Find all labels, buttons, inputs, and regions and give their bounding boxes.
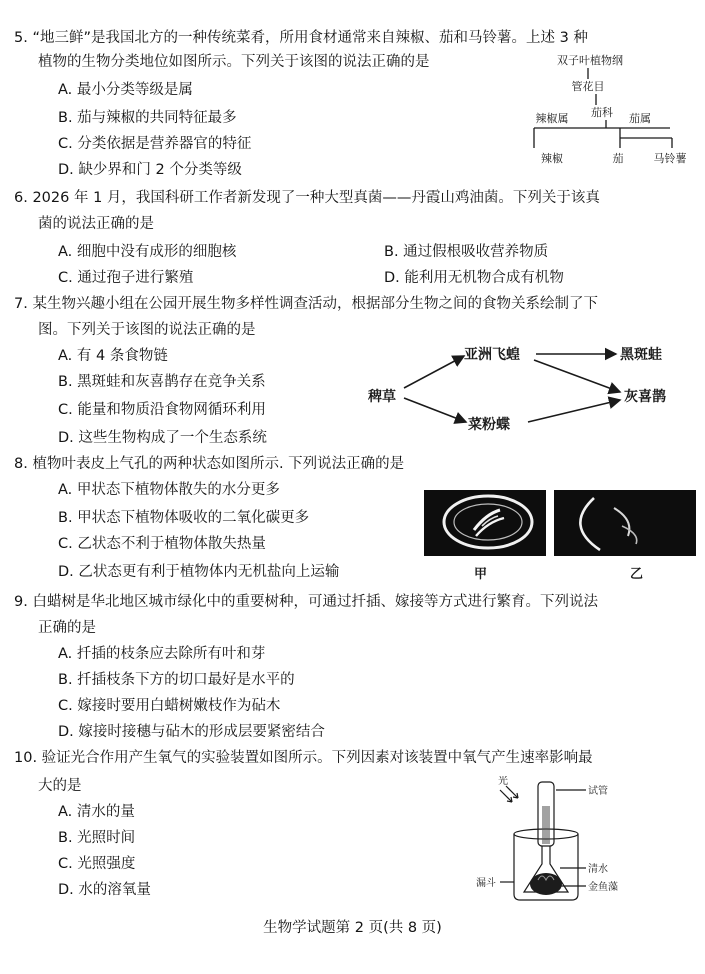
node-locust: 亚洲飞蝗 (464, 347, 520, 363)
node-barnyard-grass: 稗草 (368, 389, 396, 405)
option-a[interactable]: A. 扦插的枝条应去除所有叶和芽 (58, 646, 266, 662)
label-hornwort: 金鱼藻 (588, 882, 618, 893)
option-a[interactable]: A. 最小分类等级是属 (58, 82, 193, 98)
stomata-closed-photo (554, 490, 696, 556)
option-d[interactable]: D. 这些生物构成了一个生态系统 (58, 430, 267, 446)
option-c[interactable]: C. 嫁接时要用白蜡树嫩枝作为砧木 (58, 698, 281, 714)
genus-label-capsicum: 辣椒属 (535, 112, 569, 125)
species-label-eggplant: 茄 (612, 152, 624, 165)
photosynthesis-apparatus-diagram (476, 776, 626, 904)
option-c[interactable]: C. 乙状态不利于植物体散失热量 (58, 536, 266, 552)
stomata-figure (424, 490, 696, 586)
genus-label-solanum: 茄属 (629, 112, 651, 125)
hornwort-plant (530, 873, 562, 895)
question-stem: 正确的是 (38, 620, 96, 636)
question-stem: 6. 2026 年 1 月，我国科研工作者新发现了一种大型真菌——丹霞山鸡油菌。下列关于该真 (14, 190, 600, 206)
option-b[interactable]: B. 黑斑蛙和灰喜鹊存在竞争关系 (58, 374, 266, 390)
option-b[interactable]: B. 通过假根吸收营养物质 (384, 244, 549, 260)
classification-tree-diagram (522, 52, 700, 176)
species-label-pepper: 辣椒 (541, 152, 563, 165)
food-web-diagram (368, 344, 694, 434)
option-d[interactable]: D. 能利用无机物合成有机物 (384, 270, 564, 286)
option-a[interactable]: A. 有 4 条食物链 (58, 348, 168, 364)
order-label: 管花目 (571, 80, 605, 93)
question-stem: 10. 验证光合作用产生氧气的实验装置如图所示。下列因素对该装置中氧气产生速率影响最 (14, 750, 593, 766)
family-label: 茄科 (591, 106, 613, 119)
option-b[interactable]: B. 光照时间 (58, 830, 136, 846)
light-arrow (506, 786, 518, 798)
label-yi: 乙 (630, 567, 644, 582)
question-stem: 5. “地三鲜”是我国北方的一种传统菜肴，所用食材通常来自辣椒、茄和马铃薯。上述 3 种 (14, 30, 588, 46)
option-d[interactable]: D. 嫁接时接穗与砧木的形成层要紧密结合 (58, 724, 325, 740)
question-stem: 菌的说法正确的是 (38, 216, 154, 232)
question-stem: 大的是 (38, 778, 82, 794)
option-a[interactable]: A. 细胞中没有成形的细胞核 (58, 244, 237, 260)
node-frog: 黑斑蛙 (620, 347, 662, 363)
option-a[interactable]: A. 甲状态下植物体散失的水分更多 (58, 482, 280, 498)
label-water: 清水 (588, 864, 608, 875)
species-label-potato: 马铃薯 (653, 152, 687, 165)
question-stem: 9. 白蜡树是华北地区城市绿化中的重要树种，可通过扦插、嫁接等方式进行繁育。下列说法 (14, 594, 598, 610)
option-a[interactable]: A. 清水的量 (58, 804, 135, 820)
label-light: 光 (498, 776, 508, 787)
label-jia: 甲 (474, 567, 488, 582)
class-label: 双子叶植物纲 (557, 54, 623, 67)
option-c[interactable]: C. 分类依据是营养器官的特征 (58, 136, 252, 152)
page-footer: 生物学试题第 2 页(共 8 页) (263, 920, 442, 936)
option-c[interactable]: C. 光照强度 (58, 856, 136, 872)
question-stem: 8. 植物叶表皮上气孔的两种状态如图所示. 下列说法正确的是 (14, 456, 405, 472)
option-d[interactable]: D. 乙状态更有利于植物体内无机盐向上运输 (58, 564, 340, 580)
option-b[interactable]: B. 扦插枝条下方的切口最好是水平的 (58, 672, 295, 688)
label-test-tube: 试管 (588, 786, 608, 797)
option-d[interactable]: D. 缺少界和门 2 个分类等级 (58, 162, 242, 178)
question-stem: 植物的生物分类地位如图所示。下列关于该图的说法正确的是 (38, 54, 430, 70)
option-c[interactable]: C. 能量和物质沿食物网循环利用 (58, 402, 266, 418)
option-b[interactable]: B. 茄与辣椒的共同特征最多 (58, 110, 237, 126)
question-stem: 7. 某生物兴趣小组在公园开展生物多样性调查活动，根据部分生物之间的食物关系绘制了下 (14, 296, 598, 312)
option-b[interactable]: B. 甲状态下植物体吸收的二氧化碳更多 (58, 510, 310, 526)
label-funnel: 漏斗 (476, 878, 496, 889)
question-stem: 图。下列关于该图的说法正确的是 (38, 322, 256, 338)
light-arrow (500, 790, 512, 802)
option-d[interactable]: D. 水的溶氧量 (58, 882, 151, 898)
node-magpie: 灰喜鹊 (624, 389, 666, 405)
option-c[interactable]: C. 通过孢子进行繁殖 (58, 270, 194, 286)
node-cabbage-butterfly: 菜粉蝶 (468, 417, 510, 433)
